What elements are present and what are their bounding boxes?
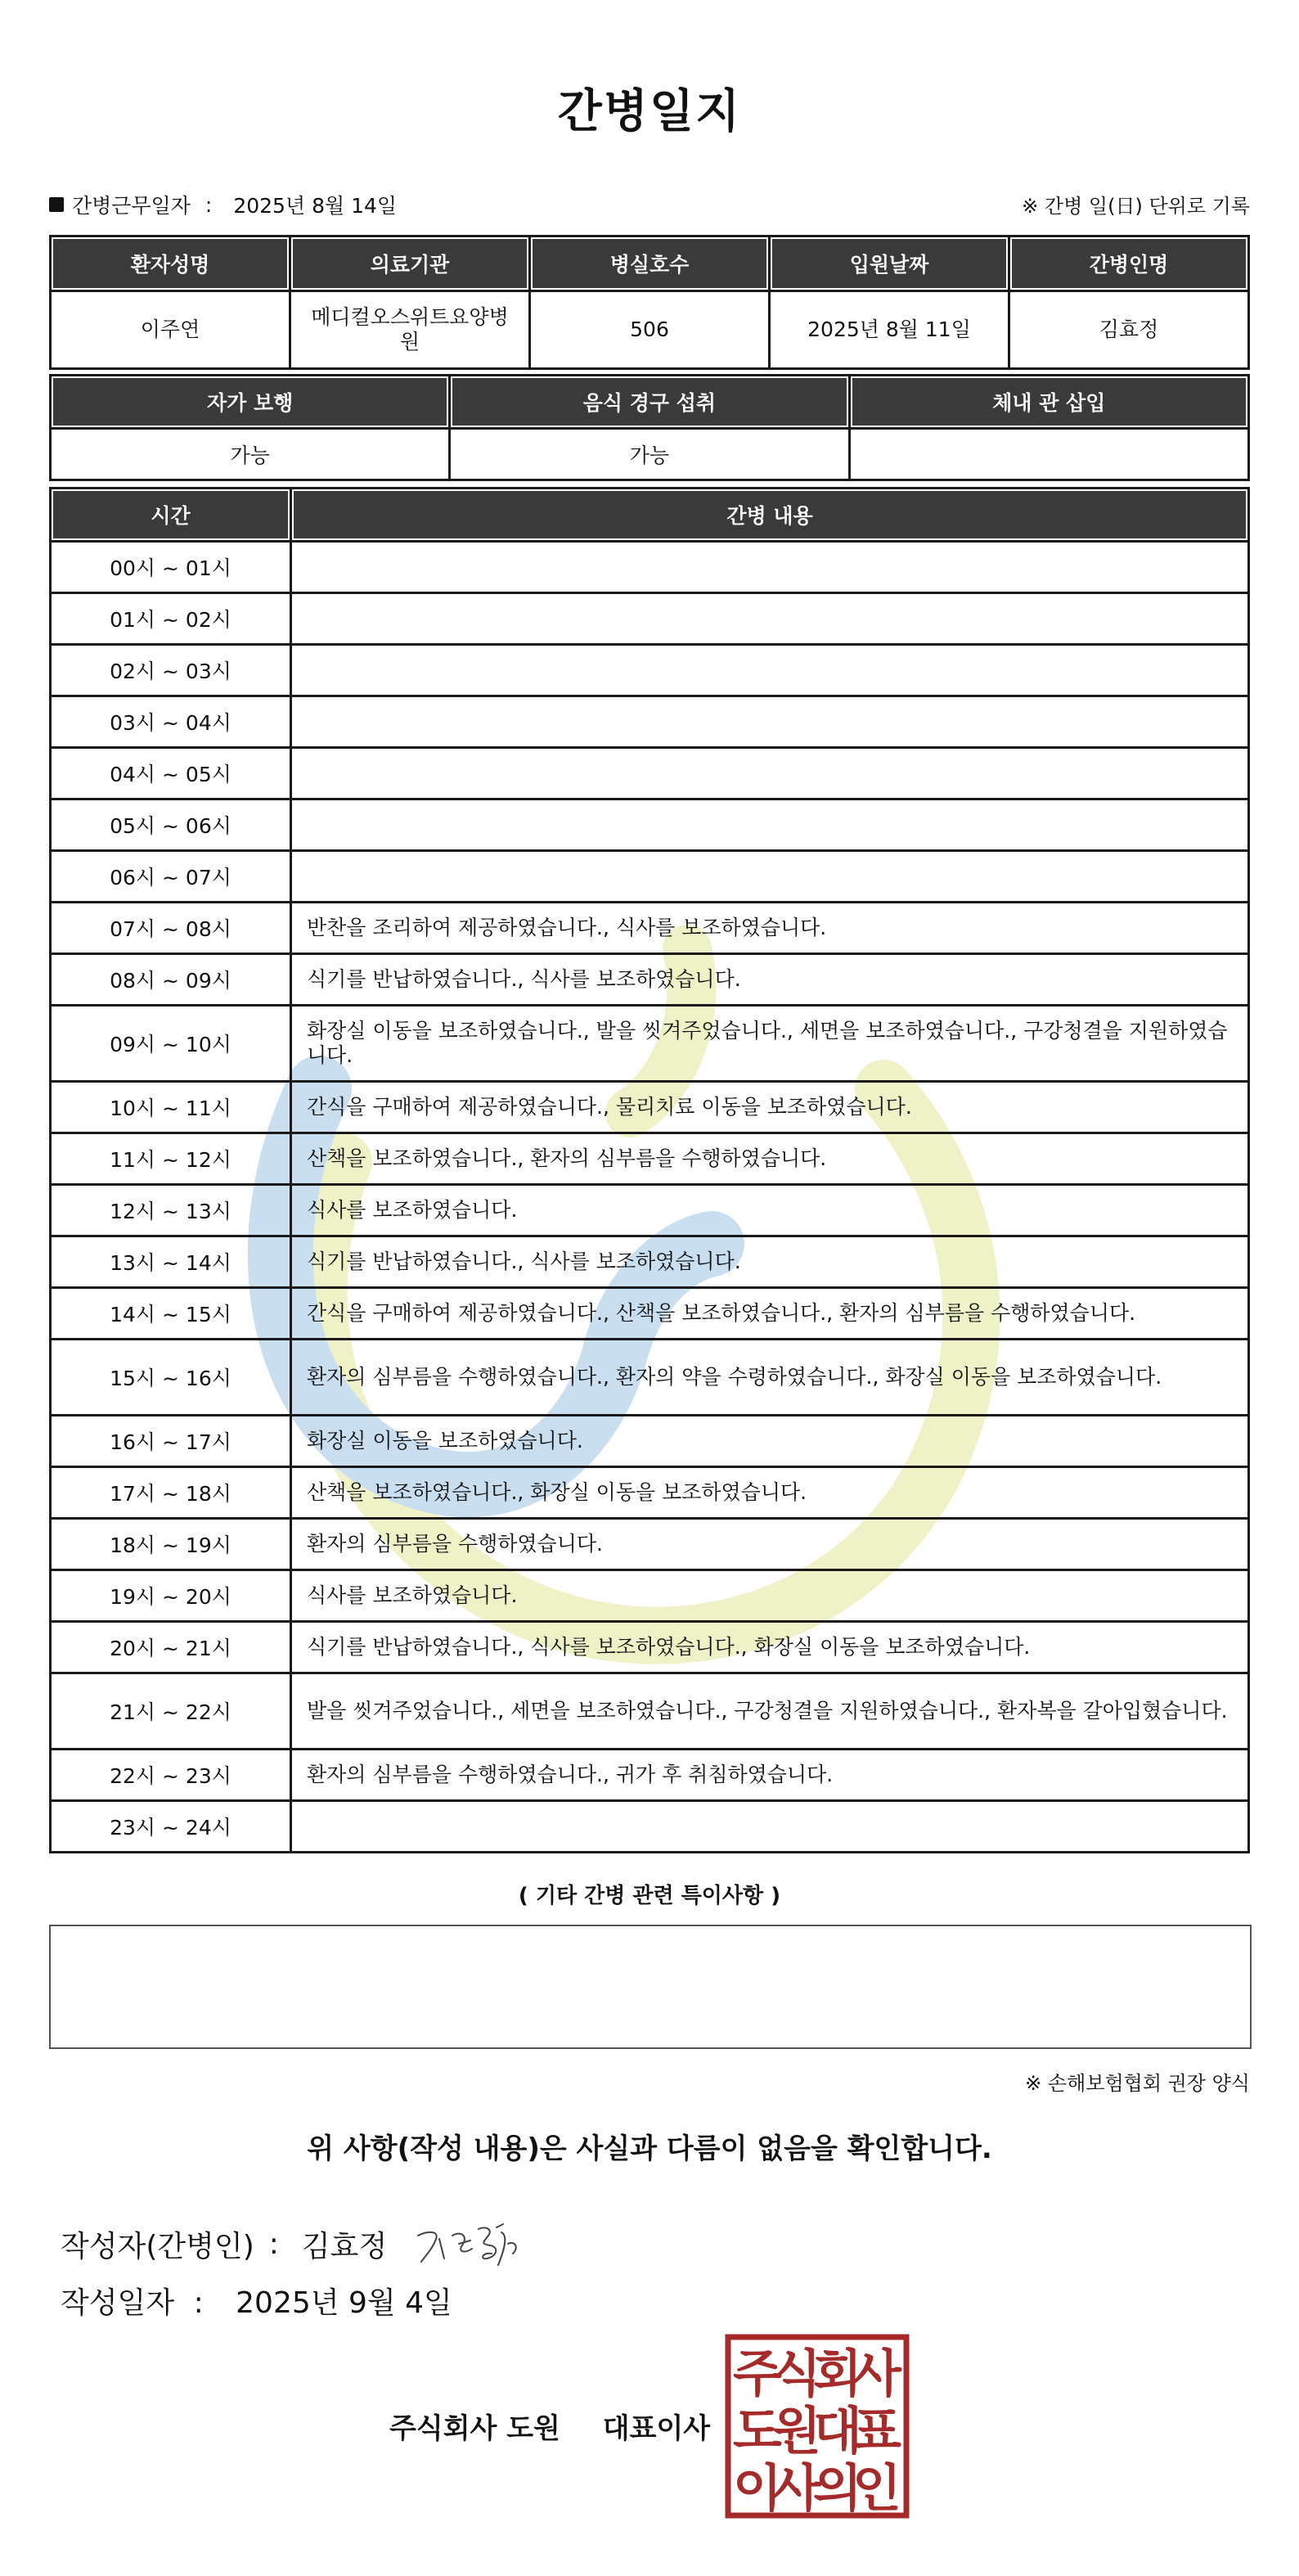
admission-date: 2025년 8월 11일 [770, 291, 1009, 369]
care-log-row [51, 1519, 1249, 1570]
header-room: 병실호수 [530, 236, 770, 291]
room-number: 506 [530, 291, 770, 369]
care-log-row [51, 1750, 1249, 1801]
writer-colon: : [268, 2227, 279, 2261]
company-name: 주식회사 도원 [389, 2412, 560, 2445]
work-date-label: 간병근무일자 [72, 194, 191, 218]
tube-insertion-value [849, 429, 1248, 480]
care-log-row [51, 1467, 1249, 1519]
care-log-row [51, 542, 1249, 593]
header-patient-name: 환자성명 [51, 236, 290, 291]
care-log-row [51, 593, 1249, 645]
care-log-row [51, 696, 1249, 748]
header-care-content: 간병 내용 [291, 489, 1249, 542]
care-log-time: 09시 ~ 10시 [51, 1006, 291, 1082]
header-hospital: 의료기관 [290, 236, 530, 291]
care-log-row [51, 1082, 1249, 1133]
care-log-time: 21시 ~ 22시 [51, 1673, 291, 1750]
written-date-value: 2025년 9월 4일 [236, 2286, 452, 2320]
header-caregiver-name: 간병인명 [1009, 236, 1249, 291]
care-log-content [291, 696, 1249, 748]
care-log-content: 산책을 보조하였습니다., 환자의 심부름을 수행하였습니다. [291, 1133, 1249, 1185]
svg-text:도: 도 [733, 2401, 782, 2461]
care-log-row [51, 851, 1249, 903]
care-log-content: 발을 씻겨주었습니다., 세면을 보조하였습니다., 구강청결을 지원하였습니다., 환자복을 갈아입혔습니다. [291, 1673, 1249, 1750]
header-tube-insertion: 체내 관 삽입 [849, 376, 1248, 429]
care-log-content [291, 748, 1249, 799]
svg-text:주: 주 [733, 2344, 782, 2403]
care-log-time: 20시 ~ 21시 [51, 1622, 291, 1673]
written-date-colon: : [193, 2286, 204, 2320]
care-log-content: 식기를 반납하였습니다., 식사를 보조하였습니다., 화장실 이동을 보조하였습니다. [291, 1622, 1249, 1673]
hospital-name: 메디컬오스위트요양병원 [290, 291, 530, 369]
svg-text:대: 대 [813, 2401, 862, 2461]
abilities-table [49, 374, 1250, 481]
care-log-row [51, 1288, 1249, 1340]
header-oral-intake: 음식 경구 섭취 [450, 376, 849, 429]
care-log-row [51, 1185, 1249, 1236]
care-log-time: 12시 ~ 13시 [51, 1185, 291, 1236]
care-log-time: 08시 ~ 09시 [51, 954, 291, 1006]
care-log-time: 07시 ~ 08시 [51, 903, 291, 954]
care-log-content: 환자의 심부름을 수행하였습니다., 환자의 약을 수령하였습니다., 화장실 이동을 보조하였습니다. [291, 1340, 1249, 1416]
writer-label: 작성자(간병인) [61, 2229, 254, 2263]
written-date-label: 작성일자 [61, 2286, 175, 2320]
care-log-content: 식기를 반납하였습니다., 식사를 보조하였습니다. [291, 954, 1249, 1006]
form-footnote: ※ 손해보험협회 권장 양식 [1025, 2072, 1250, 2095]
work-date-value: 2025년 8월 14일 [233, 194, 398, 218]
work-date-colon: : [205, 192, 213, 217]
care-log-time: 10시 ~ 11시 [51, 1082, 291, 1133]
care-log-time: 16시 ~ 17시 [51, 1416, 291, 1467]
caregiver-name: 김효정 [1009, 291, 1249, 369]
header-admission-date: 입원날짜 [770, 236, 1009, 291]
care-log-content [291, 645, 1249, 696]
svg-text:의: 의 [813, 2458, 862, 2518]
care-log-content: 화장실 이동을 보조하였습니다. [291, 1416, 1249, 1467]
header-time: 시간 [51, 489, 291, 542]
care-log-time: 18시 ~ 19시 [51, 1519, 291, 1570]
svg-text:원: 원 [772, 2401, 821, 2461]
abilities-header-row [51, 376, 1249, 429]
care-log-content [291, 1801, 1249, 1853]
care-log-content: 식사를 보조하였습니다. [291, 1185, 1249, 1236]
care-log-row [51, 748, 1249, 799]
patient-name: 이주연 [51, 291, 290, 369]
svg-text:사: 사 [772, 2458, 821, 2518]
bullet-square-icon [49, 197, 64, 212]
svg-text:식: 식 [772, 2344, 821, 2403]
care-log-time: 19시 ~ 20시 [51, 1570, 291, 1622]
svg-text:인: 인 [852, 2458, 901, 2518]
care-log-content: 산책을 보조하였습니다., 화장실 이동을 보조하였습니다. [291, 1467, 1249, 1519]
care-log-time: 01시 ~ 02시 [51, 593, 291, 645]
care-log-time: 00시 ~ 01시 [51, 542, 291, 593]
care-log-time: 13시 ~ 14시 [51, 1236, 291, 1288]
care-log-content [291, 593, 1249, 645]
remarks-title: ( 기타 간병 관련 특이사항 ) [518, 1884, 781, 1908]
care-log-row [51, 954, 1249, 1006]
care-log-row [51, 645, 1249, 696]
care-log-row [51, 1236, 1249, 1288]
abilities-value-row [51, 429, 1249, 480]
care-log-time: 05시 ~ 06시 [51, 799, 291, 851]
care-log-content: 반찬을 조리하여 제공하였습니다., 식사를 보조하였습니다. [291, 903, 1249, 954]
care-log-row [51, 1006, 1249, 1082]
patient-info-header-row [51, 236, 1249, 291]
care-log-time: 15시 ~ 16시 [51, 1340, 291, 1416]
care-log-content [291, 851, 1249, 903]
care-log-row [51, 1340, 1249, 1416]
oral-intake-value: 가능 [450, 429, 849, 480]
svg-text:회: 회 [813, 2344, 862, 2403]
care-log-content: 식사를 보조하였습니다. [291, 1570, 1249, 1622]
company-seal-stamp [725, 2334, 910, 2519]
patient-info-value-row [51, 291, 1249, 369]
care-log-content: 화장실 이동을 보조하였습니다., 발을 씻겨주었습니다., 세면을 보조하였습니다., 구강청결을 지원하였습니다. [291, 1006, 1249, 1082]
patient-info-table [49, 235, 1250, 370]
meta-row [49, 190, 1250, 223]
svg-text:사: 사 [852, 2344, 901, 2403]
care-log-content: 환자의 심부름을 수행하였습니다., 귀가 후 취침하였습니다. [291, 1750, 1249, 1801]
care-log-header-row [51, 489, 1249, 542]
care-log-row [51, 799, 1249, 851]
writer-name: 김효정 [301, 2229, 388, 2263]
document-title: 간병일지 [557, 85, 742, 138]
care-log-content: 간식을 구매하여 제공하였습니다., 산책을 보조하였습니다., 환자의 심부름을 수행하였습니다. [291, 1288, 1249, 1340]
header-self-walking: 자가 보행 [51, 376, 450, 429]
care-log-table [49, 487, 1250, 1853]
care-log-content [291, 799, 1249, 851]
svg-text:이: 이 [733, 2458, 782, 2518]
care-log-row [51, 1673, 1249, 1750]
care-log-content: 간식을 구매하여 제공하였습니다., 물리치료 이동을 보조하였습니다. [291, 1082, 1249, 1133]
care-log-content [291, 542, 1249, 593]
care-log-time: 02시 ~ 03시 [51, 645, 291, 696]
care-log-body [51, 542, 1249, 1853]
care-log-row [51, 1570, 1249, 1622]
care-log-time: 17시 ~ 18시 [51, 1467, 291, 1519]
record-note: ※ 간병 일(日) 단위로 기록 [1022, 195, 1250, 218]
svg-text:표: 표 [852, 2401, 901, 2461]
care-log-row [51, 903, 1249, 954]
care-log-time: 03시 ~ 04시 [51, 696, 291, 748]
self-walking-value: 가능 [51, 429, 450, 480]
care-log-time: 22시 ~ 23시 [51, 1750, 291, 1801]
care-log-time: 04시 ~ 05시 [51, 748, 291, 799]
written-date-line [61, 2280, 452, 2322]
care-log-row [51, 1416, 1249, 1467]
care-log-content: 식기를 반납하였습니다., 식사를 보조하였습니다. [291, 1236, 1249, 1288]
handwritten-signature [411, 2211, 534, 2277]
company-title: 대표이사 [602, 2412, 711, 2445]
care-log-row [51, 1801, 1249, 1853]
writer-line [61, 2211, 534, 2277]
remarks-box [49, 1925, 1252, 2049]
care-log-time: 23시 ~ 24시 [51, 1801, 291, 1853]
care-log-row [51, 1133, 1249, 1185]
care-log-time: 14시 ~ 15시 [51, 1288, 291, 1340]
care-log-row [51, 1622, 1249, 1673]
care-log-content: 환자의 심부름을 수행하였습니다. [291, 1519, 1249, 1570]
confirmation-statement: 위 사항(작성 내용)은 사실과 다름이 없음을 확인합니다. [307, 2132, 992, 2165]
care-log-time: 06시 ~ 07시 [51, 851, 291, 903]
work-date [49, 190, 397, 219]
company-line [389, 2406, 710, 2446]
care-log-time: 11시 ~ 12시 [51, 1133, 291, 1185]
